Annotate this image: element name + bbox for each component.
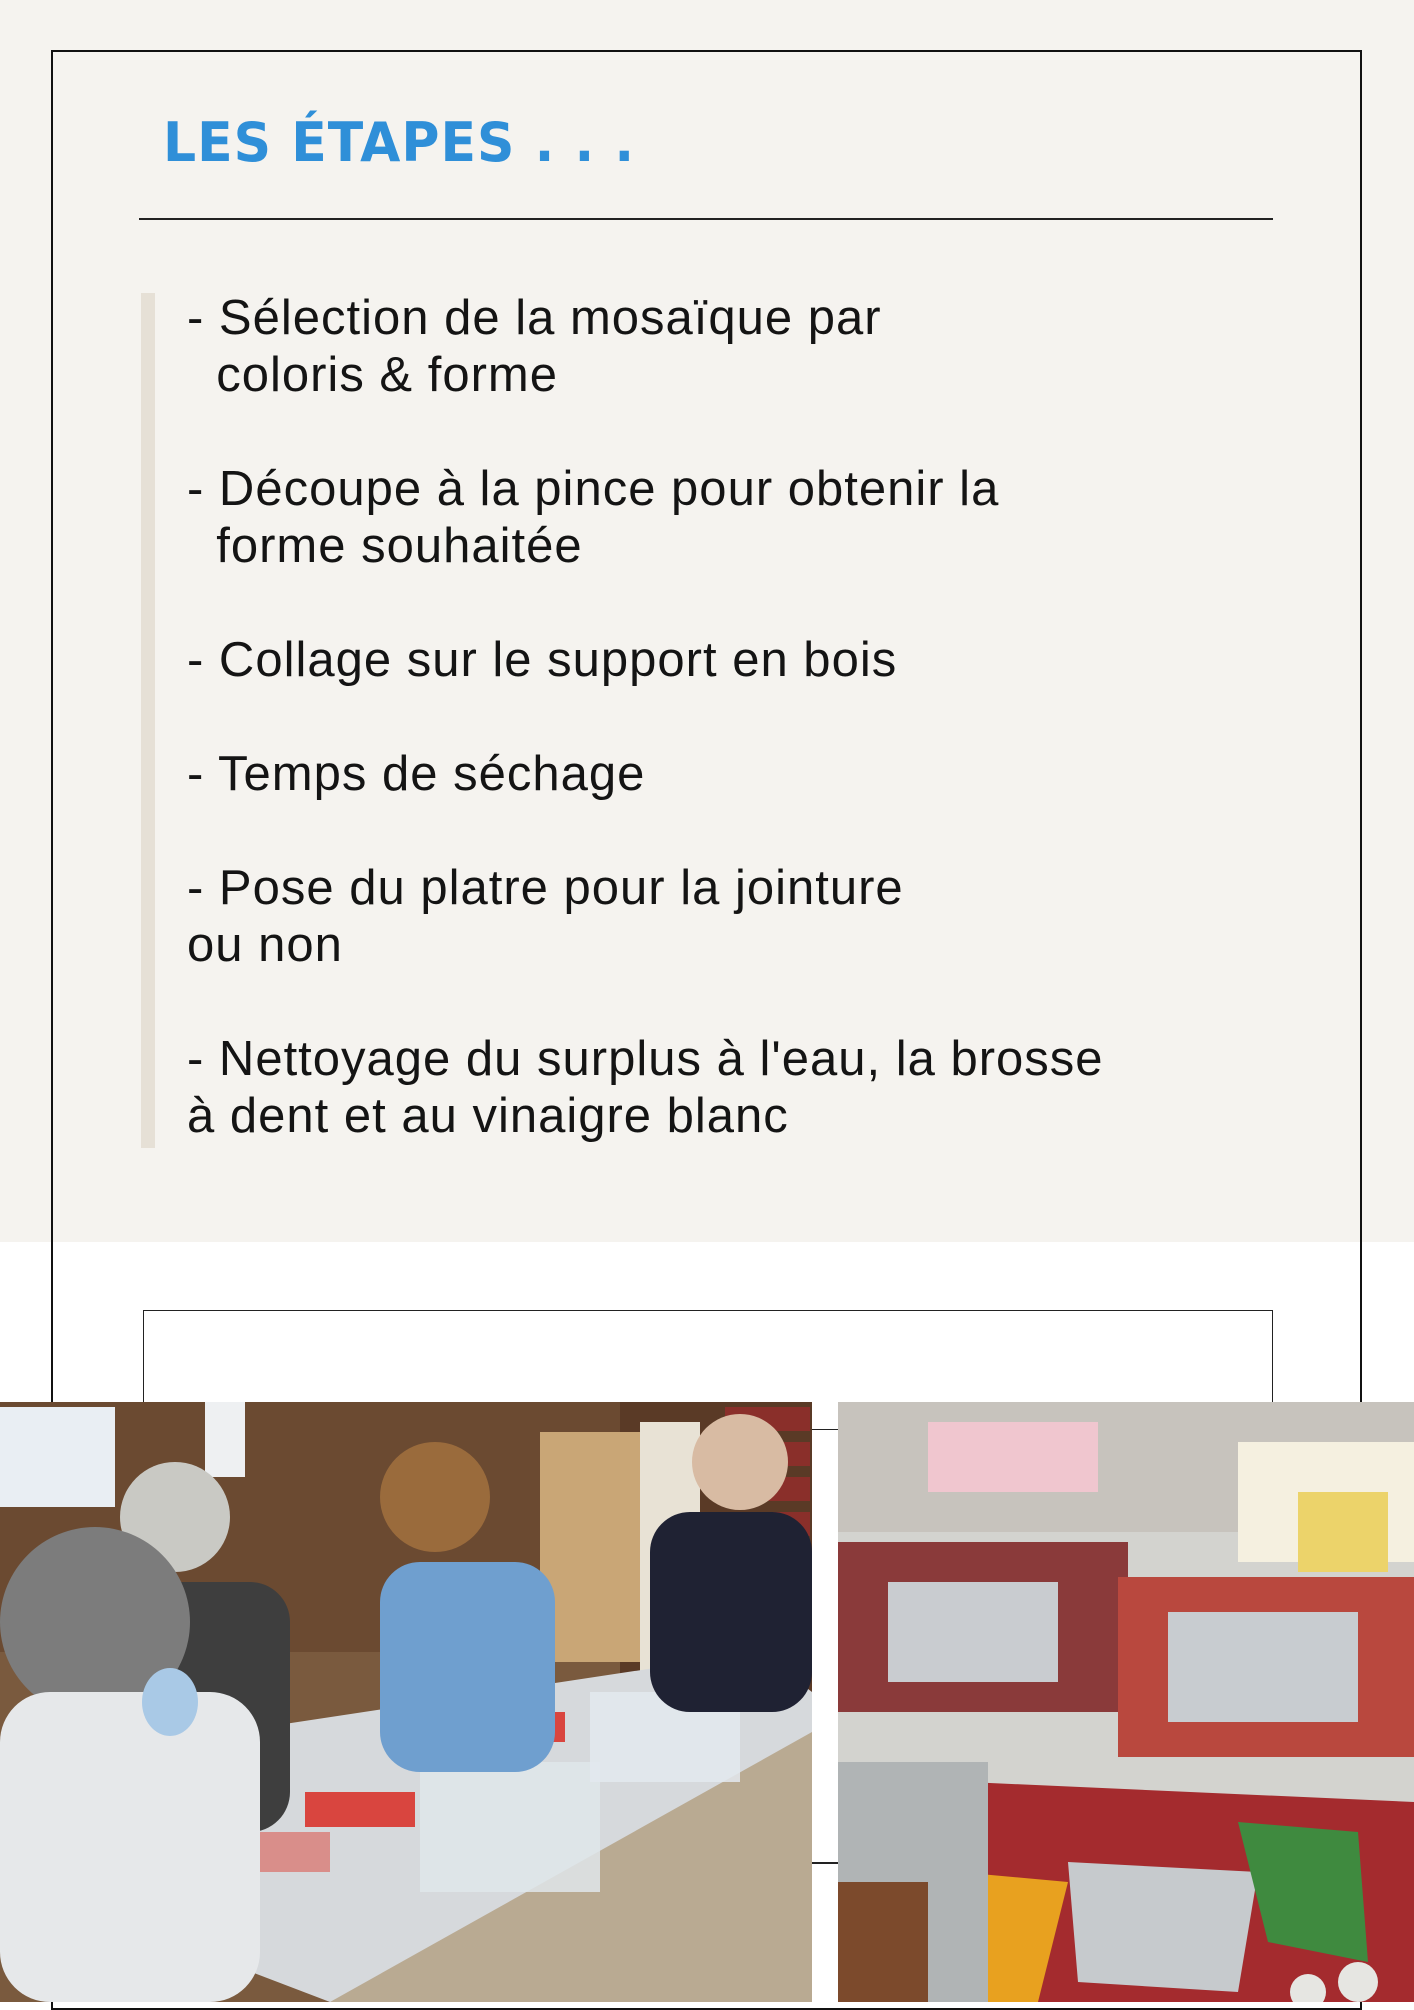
step-item: - Découpe à la pince pour obtenir la forme souhaitée bbox=[187, 462, 1000, 573]
step-item: - Temps de séchage bbox=[187, 747, 646, 801]
workshop-photo bbox=[0, 1402, 812, 2002]
step-item: - Nettoyage du surplus à l'eau, la brosse à dent et au vinaigre blanc bbox=[187, 1032, 1104, 1143]
title-divider bbox=[139, 218, 1273, 220]
mosaic-mirrors-photo bbox=[838, 1402, 1414, 2002]
step-item: - Collage sur le support en bois bbox=[187, 633, 898, 687]
steps-list bbox=[187, 290, 1307, 1145]
page-title: LES ÉTAPES . . . bbox=[163, 111, 636, 175]
step-item: - Pose du platre pour la jointure ou non bbox=[187, 861, 904, 972]
step-item: - Sélection de la mosaïque par coloris & forme bbox=[187, 291, 882, 402]
photo-divider bbox=[812, 1862, 838, 1864]
steps-accent-bar bbox=[141, 293, 155, 1148]
